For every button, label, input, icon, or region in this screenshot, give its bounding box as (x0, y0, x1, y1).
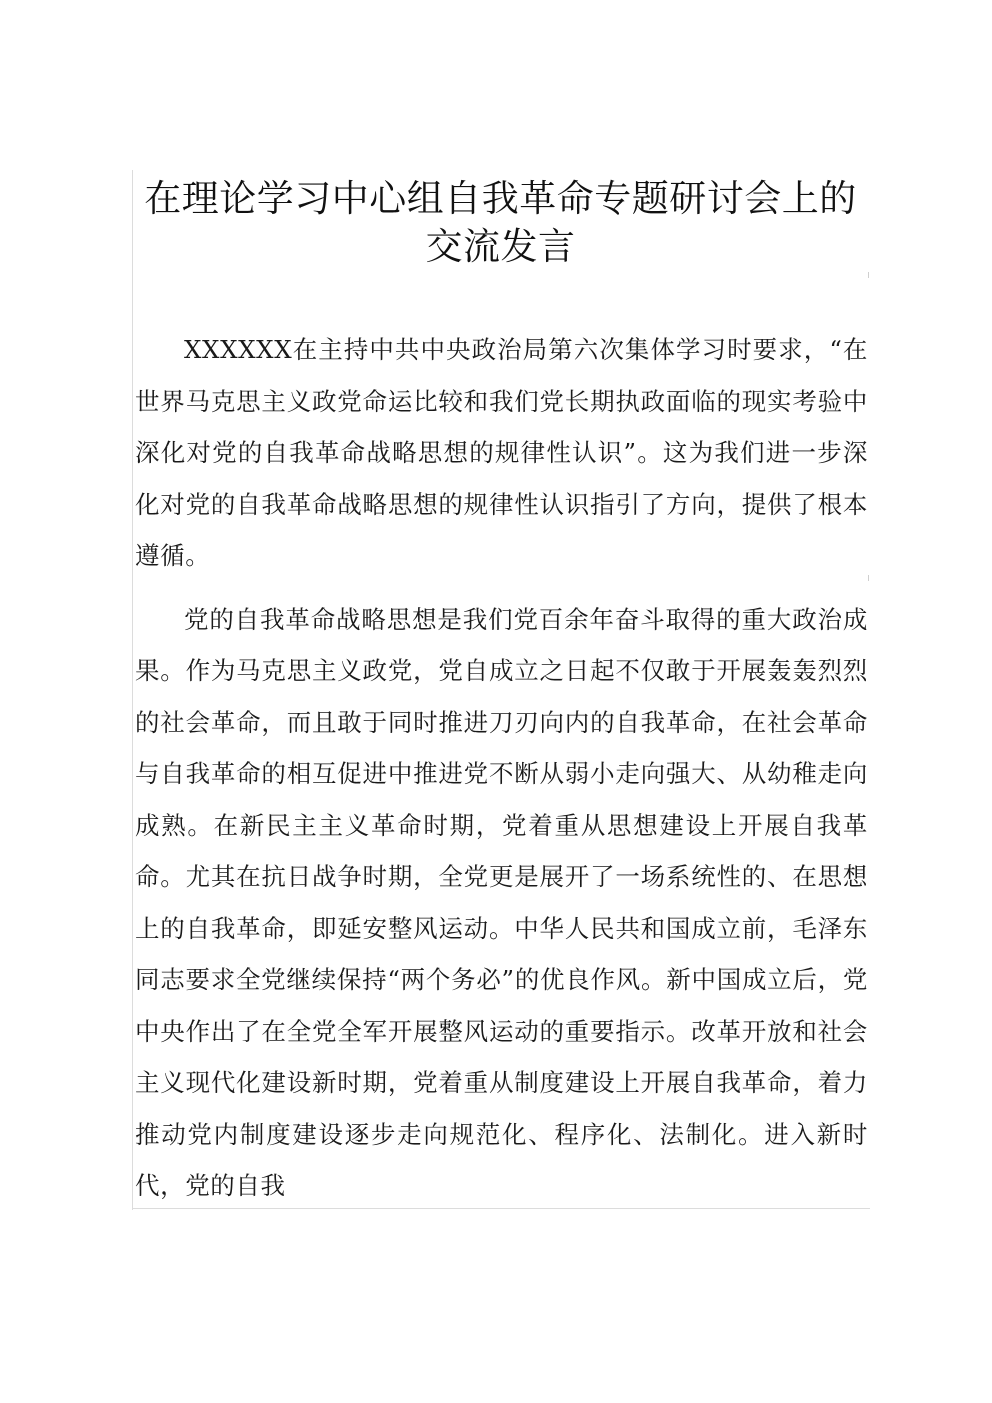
body-paragraph: XXXXXX在主持中共中央政治局第六次集体学习时要求，“在世界马克思主义政党命运比较和我们党长期执政面临的现实考验中深化对党的自我革命战略思想的规律性认识”。这为我们进一步深化对党的自我革命战略思想的规律性认识指引了方向，提供了根本遵循。 (135, 335, 868, 570)
document-title: 在理论学习中心组自我革命专题研讨会上的交流发言 (144, 177, 857, 268)
page-margin-left-rule (132, 170, 133, 1210)
body-paragraph: 党的自我革命战略思想是我们党百余年奋斗取得的重大政治成果。作为马克思主义政党，党自成立之日起不仅敢于开展轰轰烈烈的社会革命，而且敢于同时推进刀刃向内的自我革命，在社会革命与自我革命的相互促进中推进党不断从弱小走向强大、从幼稚走向成熟。在新民主主义革命时期，党着重从思想建设上开展自我革命。尤其在抗日战争时期，全党更是展开了一场系统性的、在思想上的自我革命，即延安整风运动。中华人民共和国成立前，毛泽东同志要求全党继续保持“两个务必”的优良作风。新中国成立后，党中央作出了在全党全军开展整风运动的重要指示。改革开放和社会主义现代化建设新时期，党着重从制度建设上开展自我革命，着力推动党内制度建设逐步走向规范化、程序化、法制化。进入新时代，党的自我 (135, 604, 868, 1200)
margin-tick-mark (868, 272, 869, 278)
margin-tick-mark (868, 575, 869, 581)
document-body (135, 324, 868, 1212)
